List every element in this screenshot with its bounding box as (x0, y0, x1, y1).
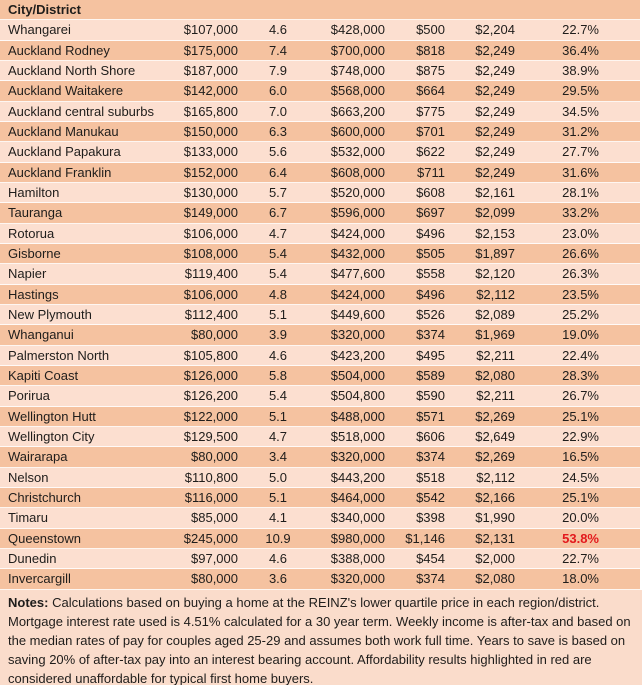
table-row (0, 142, 640, 162)
notes-text: Calculations based on buying a home at the REINZ's lower quartile price in each region/district. Mortgage interest rate used is 4.51% calculated for a 30 year term. Weekly income is after-tax and based on the median rates of pay for couples aged 25-29 and assumes both work full time. Years to save is based on saving 20% of after-tax pay into an interest bearing account. Affordability results highlighted in red are considered unaffordable for typical first home buyers. (8, 594, 631, 685)
cell-city: New Plymouth (8, 307, 92, 323)
cell-city: Napier (8, 266, 47, 282)
cell-city: Wairarapa (8, 449, 68, 465)
cell-price: $443,200 (330, 469, 385, 485)
cell-city: Auckland Rodney (8, 42, 110, 58)
cell-price: $663,200 (330, 103, 385, 119)
notes-label: Notes: (8, 594, 49, 610)
cell-payment: $398 (416, 510, 445, 526)
cell-payment: $558 (416, 266, 445, 282)
cell-years: 4.6 (268, 347, 288, 363)
cell-years: 3.6 (268, 571, 288, 587)
cell-deposit: $175,000 (183, 42, 238, 58)
cell-payment: $608 (416, 185, 445, 201)
cell-percent: 33.2% (562, 205, 599, 221)
cell-deposit: $116,000 (184, 490, 238, 506)
cell-income: $2,166 (475, 490, 515, 506)
cell-percent: 31.6% (562, 164, 599, 180)
cell-city: Kapiti Coast (8, 368, 79, 384)
cell-deposit: $80,000 (191, 449, 238, 465)
cell-years: 6.4 (268, 164, 288, 180)
cell-years: 10.9 (265, 530, 291, 546)
cell-price: $432,000 (330, 246, 385, 262)
cell-payment: $701 (416, 124, 445, 140)
cell-income: $2,249 (475, 144, 515, 160)
cell-payment: $505 (416, 246, 445, 262)
table-row (0, 41, 640, 61)
cell-deposit: $85,000 (191, 510, 238, 526)
cell-income: $2,112 (476, 286, 515, 302)
cell-income: $2,249 (475, 63, 515, 79)
cell-price: $424,000 (330, 286, 385, 302)
table-row (0, 122, 640, 142)
cell-years: 5.4 (268, 246, 288, 262)
cell-years: 5.8 (268, 368, 288, 384)
cell-price: $320,000 (330, 449, 385, 465)
cell-price: $449,600 (330, 307, 385, 323)
cell-deposit: $106,000 (183, 286, 238, 302)
cell-price: $608,000 (330, 164, 385, 180)
cell-payment: $542 (416, 490, 445, 506)
cell-payment: $374 (416, 327, 445, 343)
table-row (0, 488, 640, 508)
cell-deposit: $122,000 (183, 408, 238, 424)
cell-city: Dunedin (8, 551, 57, 567)
cell-deposit: $110,800 (184, 469, 238, 485)
cell-payment: $664 (416, 83, 445, 99)
cell-percent: 26.6% (562, 246, 599, 262)
cell-income: $1,990 (475, 510, 515, 526)
cell-percent: 20.0% (562, 510, 599, 526)
cell-payment: $622 (416, 144, 445, 160)
cell-city: Porirua (8, 388, 50, 404)
cell-city: Wellington City (8, 429, 95, 445)
cell-percent: 22.7% (562, 22, 599, 38)
cell-percent: 24.5% (562, 469, 599, 485)
cell-percent: 26.7% (562, 388, 599, 404)
cell-income: $2,120 (475, 266, 515, 282)
cell-price: $700,000 (330, 42, 385, 58)
cell-city: Auckland central suburbs (8, 103, 154, 119)
cell-payment: $711 (417, 164, 445, 180)
cell-city: Auckland Waitakere (8, 83, 124, 99)
cell-price: $600,000 (330, 124, 385, 140)
cell-payment: $374 (416, 571, 445, 587)
column-header-city-district: City/District (8, 2, 81, 18)
table-row (0, 508, 640, 528)
cell-percent: 22.9% (562, 429, 599, 445)
cell-deposit: $126,200 (183, 388, 238, 404)
cell-payment: $571 (416, 408, 445, 424)
cell-deposit: $126,000 (183, 368, 238, 384)
cell-city: Whangarei (8, 22, 71, 38)
cell-deposit: $105,800 (183, 347, 238, 363)
table-row (0, 244, 640, 264)
cell-income: $1,897 (475, 246, 515, 262)
cell-price: $423,200 (330, 347, 385, 363)
cell-income: $2,000 (475, 551, 515, 567)
cell-payment: $495 (416, 347, 445, 363)
cell-price: $504,800 (330, 388, 385, 404)
cell-city: Rotorua (8, 225, 55, 241)
cell-payment: $496 (416, 286, 445, 302)
cell-years: 5.1 (268, 408, 288, 424)
cell-price: $477,600 (330, 266, 385, 282)
cell-income: $2,080 (475, 368, 515, 384)
table-row (0, 224, 640, 244)
cell-percent: 27.7% (562, 144, 599, 160)
cell-income: $2,249 (475, 164, 515, 180)
cell-price: $464,000 (330, 490, 385, 506)
notes (0, 590, 642, 685)
cell-price: $320,000 (330, 327, 385, 343)
cell-payment: $818 (416, 42, 445, 58)
cell-deposit: $80,000 (191, 571, 238, 587)
table-row (0, 285, 640, 305)
cell-payment: $606 (416, 429, 445, 445)
table-row (0, 447, 640, 467)
cell-income: $2,249 (475, 124, 515, 140)
cell-years: 5.4 (268, 266, 288, 282)
cell-income: $2,249 (475, 83, 515, 99)
cell-city: Timaru (8, 510, 48, 526)
cell-percent: 38.9% (562, 63, 599, 79)
cell-percent: 53.8% (562, 530, 599, 546)
cell-percent: 26.3% (562, 266, 599, 282)
table-row (0, 366, 640, 386)
cell-price: $520,000 (330, 185, 385, 201)
cell-city: Invercargill (8, 571, 71, 587)
cell-income: $2,089 (475, 307, 515, 323)
cell-percent: 28.1% (562, 185, 599, 201)
cell-price: $428,000 (330, 22, 385, 38)
cell-city: Nelson (8, 469, 49, 485)
cell-years: 5.0 (268, 469, 288, 485)
cell-deposit: $112,400 (184, 307, 238, 323)
cell-years: 3.9 (268, 327, 288, 343)
cell-price: $596,000 (330, 205, 385, 221)
cell-income: $2,249 (475, 103, 515, 119)
cell-years: 6.0 (268, 83, 288, 99)
cell-years: 4.7 (268, 225, 288, 241)
cell-price: $504,000 (330, 368, 385, 384)
cell-years: 7.9 (268, 63, 288, 79)
cell-payment: $875 (416, 63, 445, 79)
cell-years: 7.4 (268, 42, 288, 58)
table-row (0, 325, 640, 345)
table-row (0, 346, 640, 366)
cell-city: Auckland Papakura (8, 144, 121, 160)
cell-deposit: $187,000 (183, 63, 238, 79)
cell-percent: 23.5% (562, 286, 599, 302)
cell-income: $2,269 (475, 449, 515, 465)
cell-city: Gisborne (8, 246, 61, 262)
table-header-row (0, 0, 640, 20)
table-row (0, 305, 640, 325)
cell-price: $748,000 (330, 63, 385, 79)
cell-deposit: $106,000 (183, 225, 238, 241)
table-row (0, 81, 640, 101)
cell-deposit: $107,000 (183, 22, 238, 38)
cell-payment: $697 (416, 205, 445, 221)
cell-percent: 36.4% (562, 42, 599, 58)
table-row (0, 386, 640, 406)
cell-income: $2,080 (475, 571, 515, 587)
cell-deposit: $119,400 (184, 266, 238, 282)
cell-years: 4.1 (268, 510, 288, 526)
table-row (0, 20, 640, 40)
cell-city: Palmerston North (8, 347, 110, 363)
cell-years: 5.4 (268, 388, 288, 404)
cell-city: Hastings (8, 286, 59, 302)
cell-price: $320,000 (330, 571, 385, 587)
cell-years: 4.7 (268, 429, 288, 445)
cell-price: $340,000 (330, 510, 385, 526)
table-rows (0, 20, 640, 589)
cell-deposit: $165,800 (183, 103, 238, 119)
cell-deposit: $129,500 (183, 429, 238, 445)
cell-percent: 22.7% (562, 551, 599, 567)
cell-income: $2,131 (475, 530, 515, 546)
cell-city: Wellington Hutt (8, 408, 96, 424)
cell-percent: 25.1% (562, 490, 599, 506)
table-row (0, 203, 640, 223)
cell-income: $2,099 (475, 205, 515, 221)
cell-years: 5.6 (268, 144, 288, 160)
cell-deposit: $130,000 (183, 185, 238, 201)
cell-city: Queenstown (8, 530, 81, 546)
cell-percent: 31.2% (562, 124, 599, 140)
cell-deposit: $149,000 (183, 205, 238, 221)
cell-years: 5.7 (268, 185, 288, 201)
cell-price: $532,000 (330, 144, 385, 160)
cell-payment: $496 (416, 225, 445, 241)
cell-payment: $454 (416, 551, 445, 567)
cell-deposit: $80,000 (191, 327, 238, 343)
cell-city: Tauranga (8, 205, 63, 221)
cell-income: $2,161 (475, 185, 515, 201)
cell-years: 6.7 (268, 205, 288, 221)
cell-payment: $518 (416, 469, 445, 485)
table-row (0, 61, 640, 81)
cell-income: $2,153 (475, 225, 515, 241)
cell-percent: 34.5% (562, 103, 599, 119)
cell-years: 4.6 (268, 22, 288, 38)
cell-percent: 18.0% (562, 571, 599, 587)
table-row (0, 264, 640, 284)
cell-price: $568,000 (330, 83, 385, 99)
cell-payment: $590 (416, 388, 445, 404)
cell-city: Auckland Franklin (8, 164, 112, 180)
cell-price: $518,000 (330, 429, 385, 445)
cell-years: 5.1 (268, 490, 288, 506)
cell-percent: 19.0% (562, 327, 599, 343)
cell-payment: $1,146 (405, 530, 445, 546)
cell-income: $2,211 (476, 347, 515, 363)
cell-payment: $526 (416, 307, 445, 323)
cell-percent: 25.1% (562, 408, 599, 424)
cell-price: $424,000 (330, 225, 385, 241)
cell-deposit: $97,000 (191, 551, 238, 567)
cell-city: Auckland North Shore (8, 63, 136, 79)
cell-city: Whanganui (8, 327, 74, 343)
cell-income: $2,249 (475, 42, 515, 58)
cell-deposit: $152,000 (183, 164, 238, 180)
cell-price: $388,000 (330, 551, 385, 567)
cell-deposit: $108,000 (183, 246, 238, 262)
cell-payment: $775 (416, 103, 445, 119)
cell-years: 4.8 (268, 286, 288, 302)
cell-income: $1,969 (475, 327, 515, 343)
cell-city: Hamilton (8, 185, 60, 201)
cell-income: $2,269 (475, 408, 515, 424)
cell-price: $980,000 (330, 530, 385, 546)
cell-percent: 25.2% (562, 307, 599, 323)
table-row (0, 427, 640, 447)
cell-percent: 16.5% (562, 449, 599, 465)
cell-city: Christchurch (8, 490, 81, 506)
table-row (0, 163, 640, 183)
cell-payment: $374 (416, 449, 445, 465)
table-row (0, 529, 640, 549)
table-row (0, 407, 640, 427)
table-row (0, 468, 640, 488)
cell-income: $2,211 (476, 388, 515, 404)
cell-income: $2,112 (476, 469, 515, 485)
cell-city: Auckland Manukau (8, 124, 119, 140)
cell-percent: 29.5% (562, 83, 599, 99)
cell-payment: $589 (416, 368, 445, 384)
cell-years: 7.0 (268, 103, 288, 119)
cell-percent: 23.0% (562, 225, 599, 241)
cell-deposit: $142,000 (183, 83, 238, 99)
cell-payment: $500 (416, 22, 445, 38)
table-row (0, 183, 640, 203)
cell-income: $2,204 (475, 22, 515, 38)
table-row (0, 549, 640, 569)
cell-years: 4.6 (268, 551, 288, 567)
table-row (0, 569, 640, 589)
cell-years: 6.3 (268, 124, 288, 140)
table-row (0, 102, 640, 122)
cell-years: 5.1 (268, 307, 288, 323)
cell-income: $2,649 (475, 429, 515, 445)
cell-deposit: $245,000 (183, 530, 238, 546)
cell-percent: 22.4% (562, 347, 599, 363)
cell-percent: 28.3% (562, 368, 599, 384)
cell-deposit: $133,000 (183, 144, 238, 160)
cell-price: $488,000 (330, 408, 385, 424)
cell-deposit: $150,000 (183, 124, 238, 140)
cell-years: 3.4 (268, 449, 288, 465)
